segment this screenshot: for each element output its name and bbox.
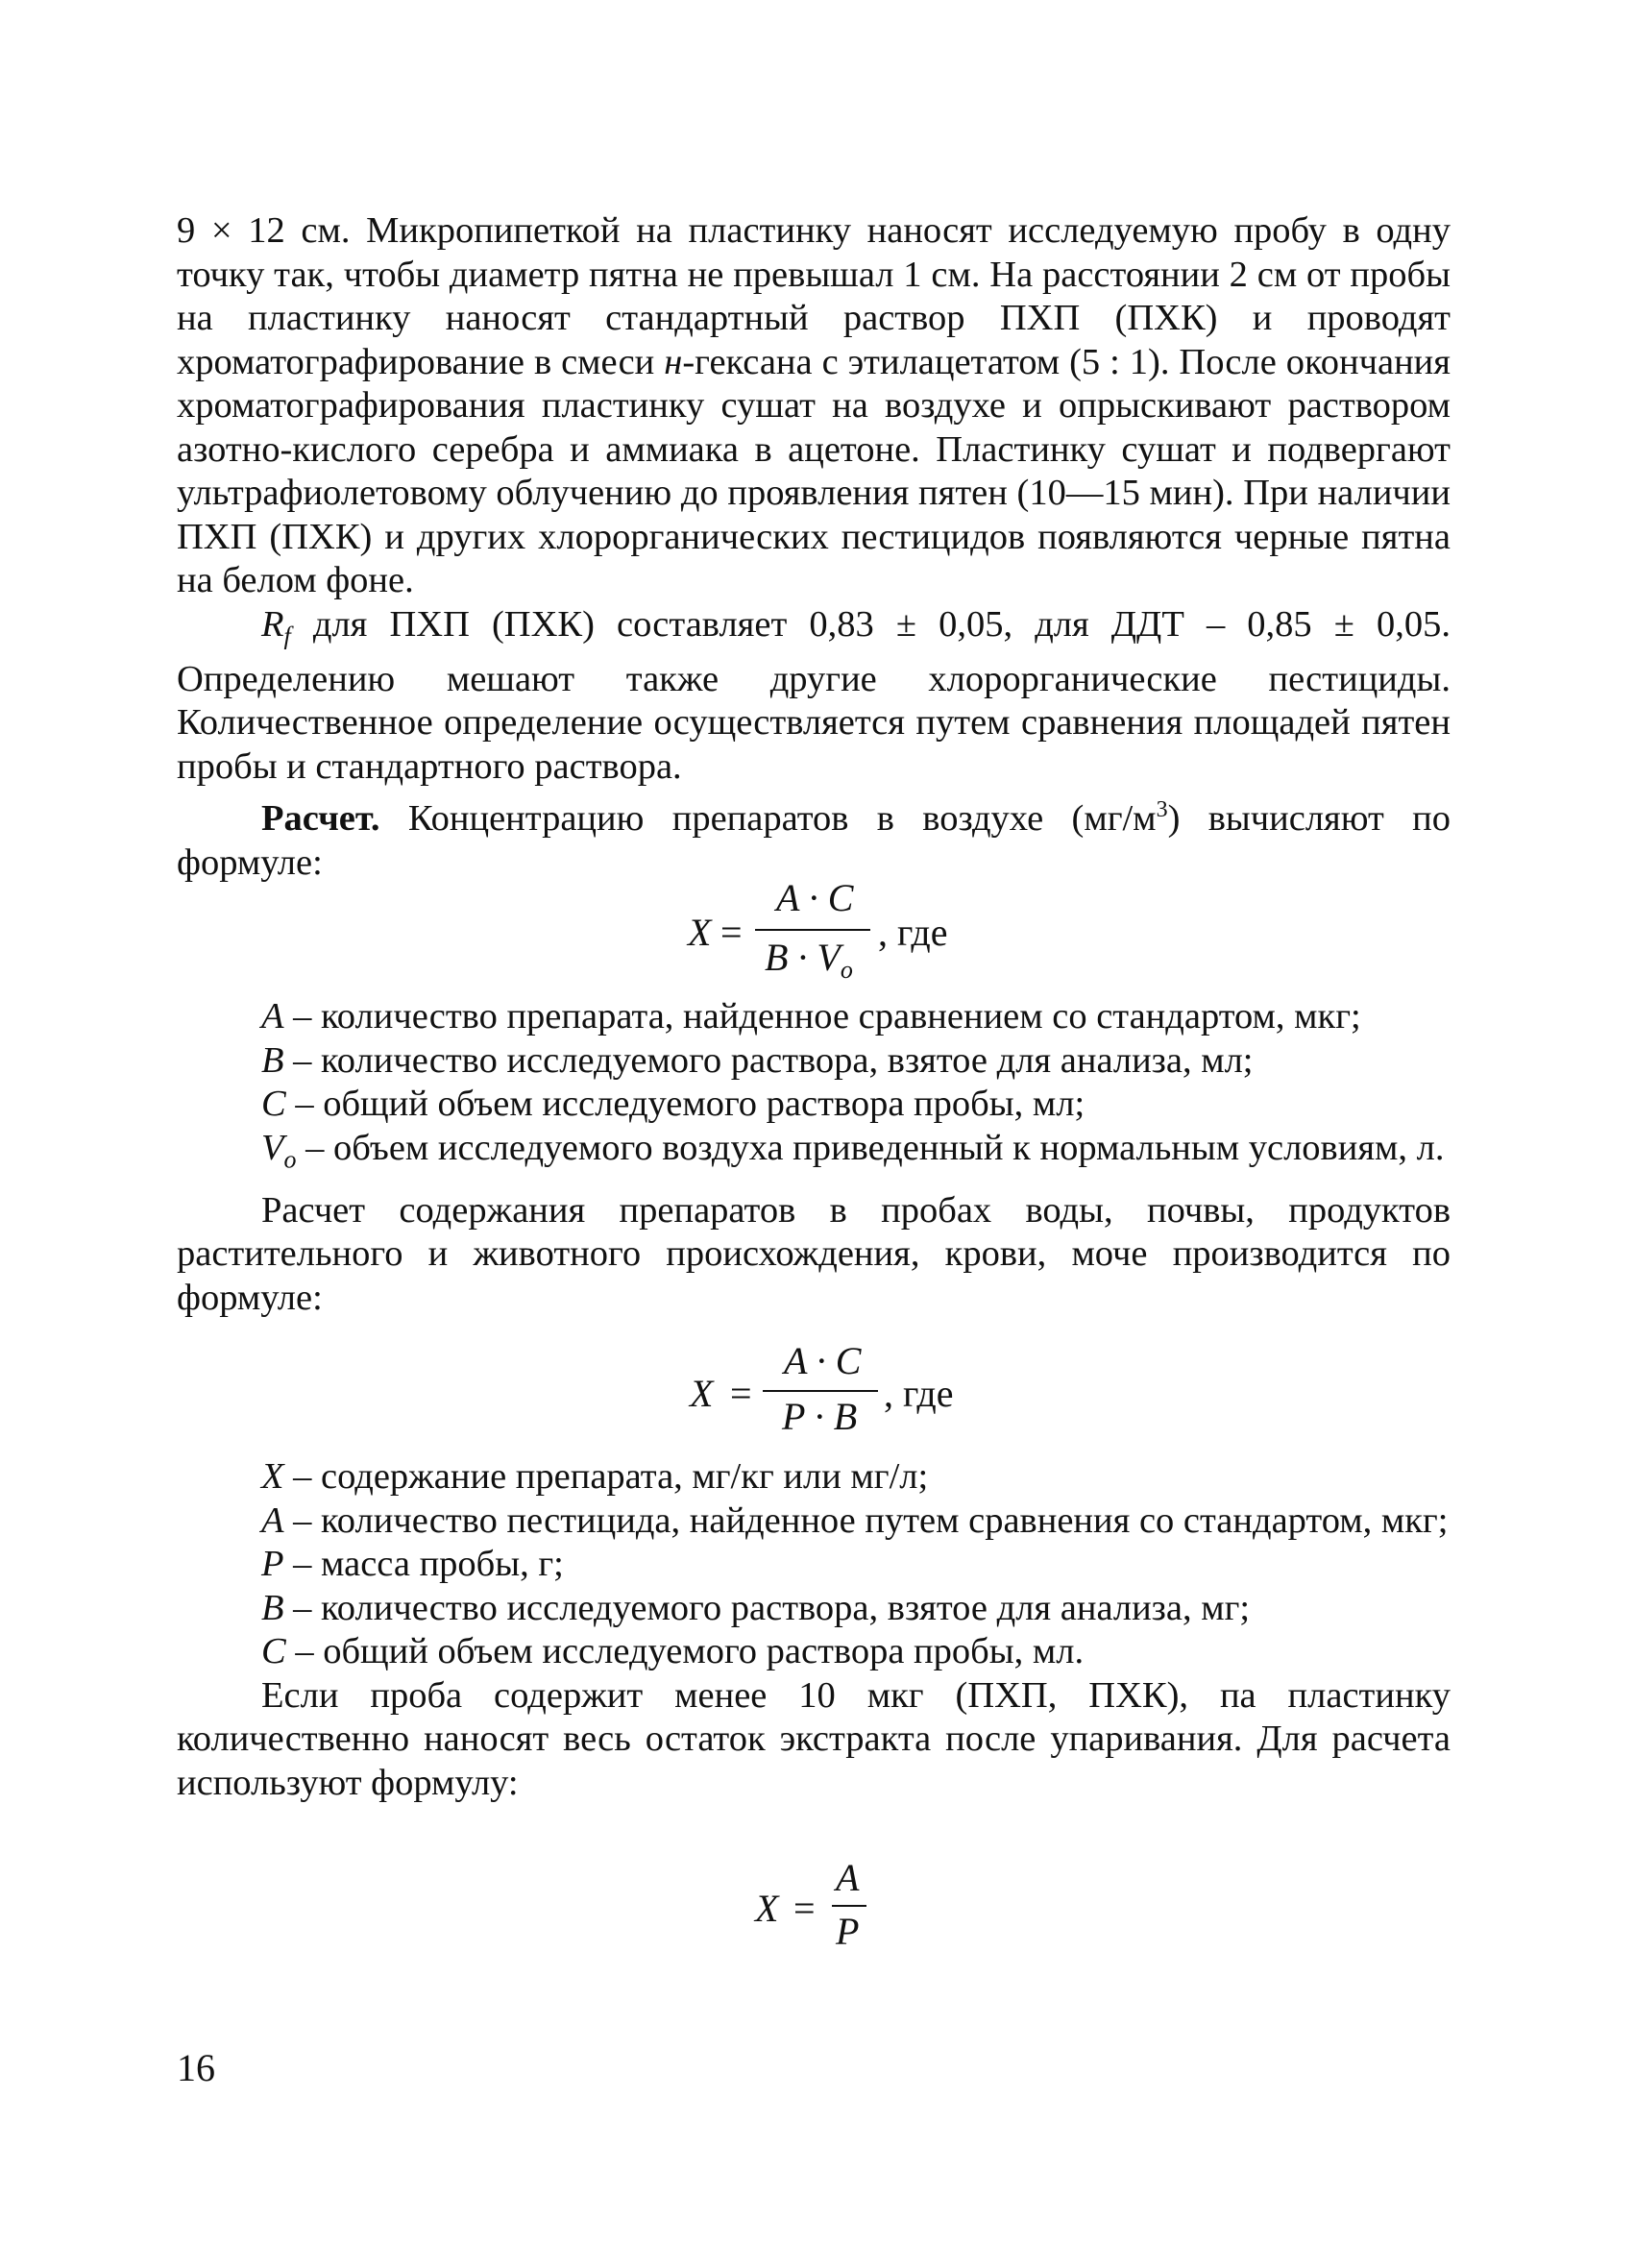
definition-text: – общий объем исследуемого раствора пробы, мл; xyxy=(285,1084,1085,1124)
paragraph-5: Если проба содержит менее 10 мкг (ПХП, ПХК), па пластинку количественно наносят весь остаток экстракта после упаривания. Для расчета используют формулу: xyxy=(177,1674,1451,1803)
definition-row xyxy=(177,995,1451,1039)
formula-3-numerator: A xyxy=(836,1856,860,1899)
paragraph-1-text: 9 × 12 см. Микропипеткой на пластинку наносят исследуемую пробу в одну точку так, чтобы диаметр пятна не превышал 1 см. На расстоянии 2 см от пробы на пластинку наносят стандартный раствор ПХП (ПХК) и проводят хроматографирование в смеси xyxy=(177,210,1451,382)
definition-text: – общий объем исследуемого раствора пробы, мл. xyxy=(285,1631,1085,1671)
definition-row xyxy=(177,1455,1451,1500)
formula-2-eq: = xyxy=(730,1372,752,1415)
page-number: 16 xyxy=(177,2046,215,2089)
definition-symbol: V xyxy=(261,1127,284,1168)
text-block-top xyxy=(177,209,1451,885)
paragraph-3 xyxy=(177,789,1451,885)
formula-3-lhs: X xyxy=(755,1887,779,1930)
fraction-bar xyxy=(763,1390,878,1392)
paragraph-2 xyxy=(177,603,1451,790)
rf-symbol: R xyxy=(261,603,284,645)
paragraph-3-rest: ) вычисляют по формуле: xyxy=(177,798,1451,883)
formula-2-denominator: P · B xyxy=(782,1395,858,1438)
definition-symbol: C xyxy=(261,1631,286,1671)
definition-symbol: B xyxy=(261,1039,284,1081)
formula-simple xyxy=(755,1856,909,1964)
paragraph-2-text: для ПХП (ПХК) составляет 0,83 ± 0,05, для ДДТ – 0,85 ± 0,05. Определению мешают также другие хлорорганические пестициды. Количественное определение осуществляется путем сравнения площадей пятен пробы и стандартного раствора. xyxy=(177,603,1451,787)
definition-text: – количество препарата, найденное сравнением со стандартом, мкг; xyxy=(283,996,1361,1036)
formula-1-tail: , где xyxy=(878,911,948,954)
definition-symbol: P xyxy=(261,1544,284,1584)
definition-row xyxy=(177,1543,1451,1587)
definition-text: – количество пестицида, найденное путем сравнения со стандартом, мкг; xyxy=(283,1500,1449,1541)
calc-heading: Расчет. xyxy=(261,798,380,840)
paragraph-3-text: Концентрацию препаратов в воздухе (мг/м xyxy=(379,798,1157,840)
definition-symbol: B xyxy=(261,1587,284,1628)
formula-1-numerator: A · C xyxy=(776,876,854,919)
formula-air xyxy=(688,876,976,994)
definition-row xyxy=(177,1587,1451,1631)
formula-1-lhs: X xyxy=(688,911,712,954)
definition-text: – содержание препарата, мг/кг или мг/л; xyxy=(283,1456,929,1497)
formula-1-subscript: o xyxy=(840,956,853,984)
superscript-3: 3 xyxy=(1156,797,1168,823)
definition-subscript: o xyxy=(283,1145,297,1174)
definitions-air xyxy=(177,995,1451,1320)
formula-3-eq: = xyxy=(793,1887,816,1930)
rf-subscript: f xyxy=(283,622,291,650)
paragraph-1-italic: н xyxy=(664,341,683,382)
definition-symbol: A xyxy=(261,996,284,1036)
fraction-bar xyxy=(832,1905,866,1907)
formula-2-lhs: X xyxy=(690,1372,714,1415)
definition-symbol: X xyxy=(261,1456,284,1497)
formula-2-numerator: A · C xyxy=(784,1339,862,1382)
formula-3-denominator: P xyxy=(836,1910,860,1953)
formula-2-tail: , где xyxy=(884,1372,954,1415)
definition-row xyxy=(177,1500,1451,1544)
definition-symbol: C xyxy=(261,1084,286,1124)
definition-text: – количество исследуемого раствора, взятое для анализа, мл; xyxy=(283,1039,1254,1081)
definition-row xyxy=(177,1127,1451,1182)
definition-row xyxy=(177,1039,1451,1084)
definition-text: – масса пробы, г; xyxy=(283,1544,564,1584)
fraction-bar xyxy=(755,929,870,931)
definition-row xyxy=(177,1083,1451,1127)
formula-1-eq: = xyxy=(720,911,743,954)
formula-1-denominator: B · V xyxy=(765,936,841,979)
paragraph-4: Расчет содержания препаратов в пробах воды, почвы, продуктов растительного и животного происхождения, крови, моче производится по формуле: xyxy=(177,1189,1451,1318)
paragraph-1-rest: -гексана с этилацетатом (5 : 1). После окончания хроматографирования пластинку сушат на воздухе и опрыскивают раствором азотно-кислого серебра и аммиака в ацетоне. Пластинку сушат и подвергают ультрафиолетовому облучению до проявления пятен (10—15 мин). При наличии ПХП (ПХК) и других хлорорганических пестицидов появляются черные пятна на белом фоне. xyxy=(177,341,1451,600)
definition-row xyxy=(177,1630,1451,1674)
definition-symbol: A xyxy=(261,1500,284,1541)
paragraph-1 xyxy=(177,209,1451,603)
formula-samples xyxy=(690,1339,978,1448)
definition-text: – количество исследуемого раствора, взятое для анализа, мг; xyxy=(283,1587,1251,1628)
definition-text: – объем исследуемого воздуха приведенный к нормальным условиям, л. xyxy=(296,1127,1445,1168)
definitions-samples xyxy=(177,1455,1451,1805)
